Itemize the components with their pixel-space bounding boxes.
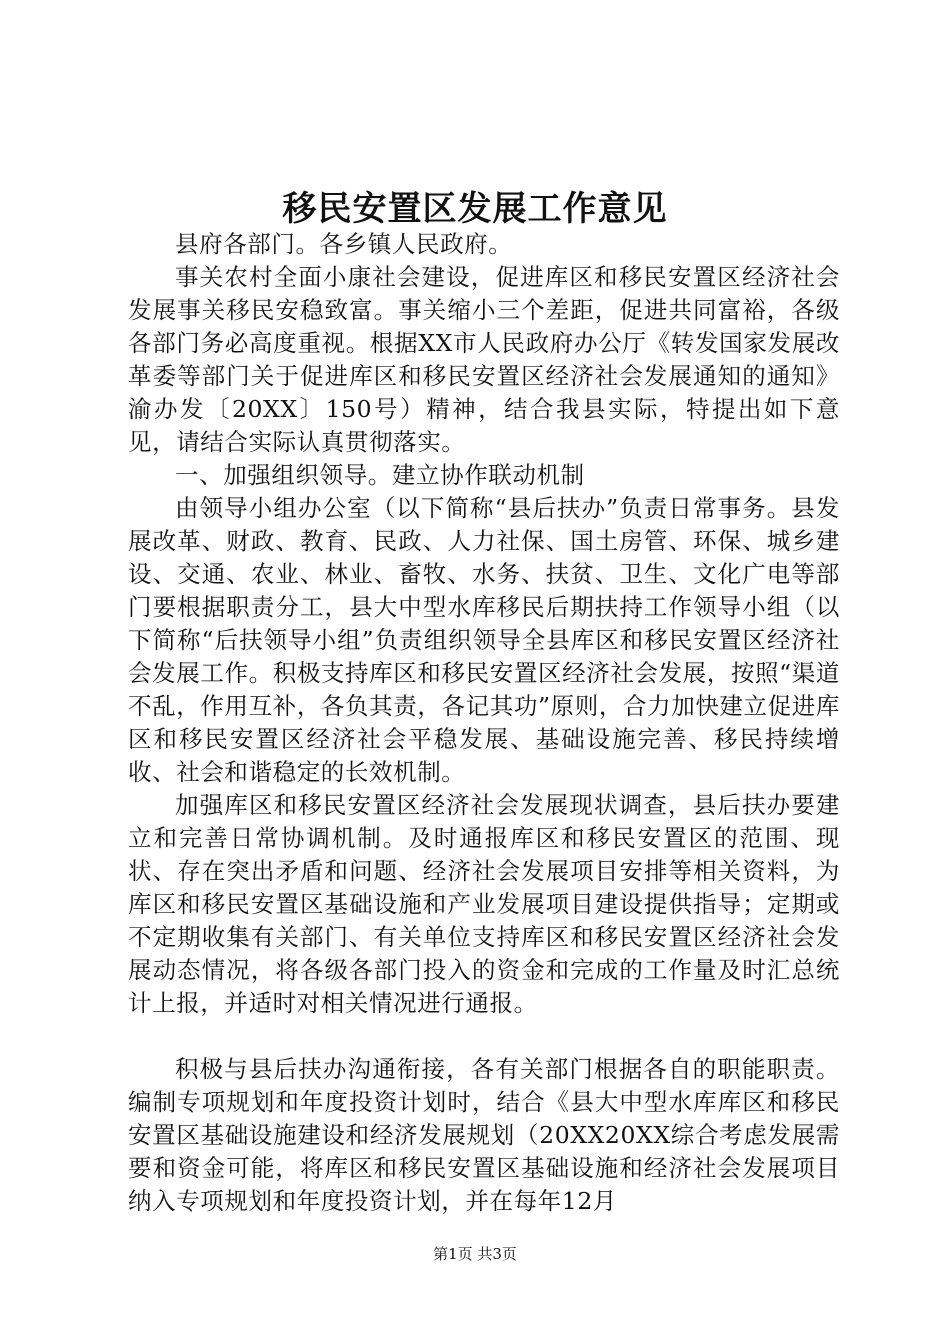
paragraph-salutation: 县府各部门。各乡镇人民政府。 <box>175 230 513 258</box>
document-title: 移民安置区发展工作意见 <box>282 189 668 229</box>
document-body <box>128 228 840 1218</box>
paragraph-survey: 加强库区和移民安置区经济社会发展现状调查，县后扶办要建立和完善日常协调机制。及时通报库区和移民安置区的范围、现状、存在突出矛盾和问题、经济社会发展项目安排等相关资料，为库区和移民安置区基础设施和产业发展项目建设提供指导；定期或不定期收集有关部门、有关单位支持库区和移民安置区经济社会发展动态情况，将各级各部门投入的资金和完成的工作量及时汇总统计上报，并适时对相关情况进行通报。 <box>128 791 840 1017</box>
page-number-footer: 第1页 共3页 <box>433 1245 517 1263</box>
paragraph-intro: 事关农村全面小康社会建设，促进库区和移民安置区经济社会发展事关移民安稳致富。事关缩小三个差距，促进共同富裕，各级各部门务必高度重视。根据XX市人民政府办公厅《转发国家发展改革委等部门关于促进库区和移民安置区经济社会发展通知的通知》渝办发〔20XX〕150号）精神，结合我县实际，特提出如下意见，请结合实际认真贯彻落实。 <box>128 263 840 456</box>
section-heading-1: 一、加强组织领导。建立协作联动机制 <box>175 461 585 489</box>
paragraph-leadership: 由领导小组办公室（以下简称“县后扶办”负责日常事务。县发展改革、财政、教育、民政、人力社保、国土房管、环保、城乡建设、交通、农业、林业、畜牧、水务、扶贫、卫生、文化广电等部门要根据职责分工，县大中型水库移民后期扶持工作领导小组（以下简称“后扶领导小组”负责组织领导全县库区和移民安置区经济社会发展工作。积极支持库区和移民安置区经济社会发展，按照“渠道不乱，作用互补，各负其责，各记其功”原则，合力加快建立促进库区和移民安置区经济社会平稳发展、基础设施完善、移民持续增收、社会和谐稳定的长效机制。 <box>128 494 840 786</box>
paragraph-planning: 积极与县后扶办沟通衔接，各有关部门根据各自的职能职责。编制专项规划和年度投资计划时，结合《县大中型水库库区和移民安置区基础设施建设和经济发展规划（20XX20XX综合考虑发展需要和资金可能，将库区和移民安置区基础设施和经济社会发展项目纳入专项规划和年度投资计划，并在每年12月 <box>128 1055 840 1215</box>
